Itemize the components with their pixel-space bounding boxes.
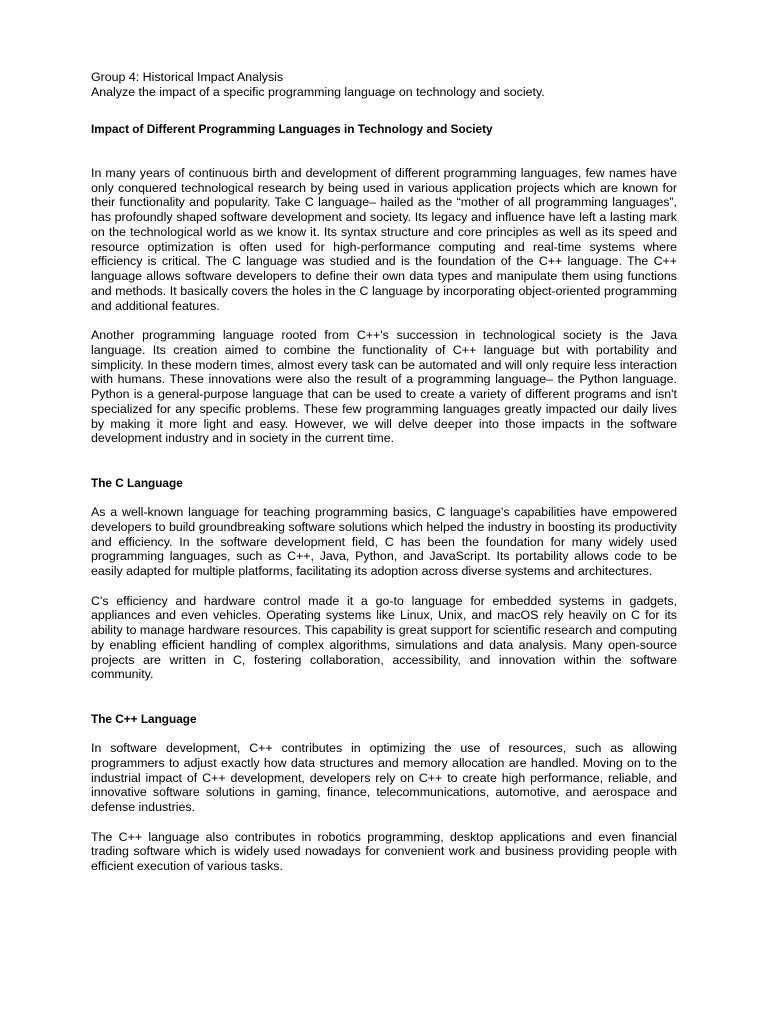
c-paragraph-2: C's efficiency and hardware control made it a go-to language for embedded systems in gadgets, appliances and even vehicles. Operating systems like Linux, Unix, and macOS rely heavily on C for its ability to manage hardware resources. This capability is great support for scientific research and computing by enabling efficient handling of complex algorithms, simulations and data analysis. Many open-source projects are written in C, fostering collaboration, accessibility, and innovation within the software community. bbox=[91, 593, 677, 682]
spacer bbox=[91, 726, 677, 741]
document-page bbox=[91, 70, 677, 874]
intro-paragraph-2: Another programming language rooted from C++'s succession in technological society is the Java language. Its creation aimed to combine the functionality of C++ language but with portability and simplicity. In these modern times, almost every task can be automated and will only require less interaction with humans. These innovations were also the result of a programming language– the Python language. Python is a general-purpose language that can be used to create a variety of different programs and isn't specialized for any specific problems. These few programming languages greatly impacted our daily lives by making it more light and easy. However, we will delve deeper into those impacts in the software development industry and in society in the current time. bbox=[91, 328, 677, 446]
spacer bbox=[91, 100, 677, 122]
spacer bbox=[91, 313, 677, 328]
spacer bbox=[91, 136, 677, 166]
spacer bbox=[91, 579, 677, 594]
c-paragraph-1: As a well-known language for teaching programming basics, C language's capabilities have empowered developers to build groundbreaking software solutions which helped the industry in boosting its productivity and efficiency. In the software development field, C has been the foundation for many widely used programming languages, such as C++, Java, Python, and JavaScript. Its portability allows code to be easily adapted for multiple platforms, facilitating its adoption across diverse systems and architectures. bbox=[91, 505, 677, 578]
intro-paragraph-1: In many years of continuous birth and development of different programming languages, few names have only conquered technological research by being used in various application projects which are known for their functionality and popularity. Take C language– hailed as the “mother of all programming languages”, has profoundly shaped software development and society. Its legacy and influence have left a lasting mark on the technological world as we know it. Its syntax structure and core principles as well as its speed and resource optimization is often used for high-performance computing and real-time systems where efficiency is critical. The C language was studied and is the foundation of the C++ language. The C++ language allows software developers to define their own data types and manipulate them using functions and methods. It basically covers the holes in the C language by incorporating object-oriented programming and additional features. bbox=[91, 165, 677, 313]
spacer bbox=[91, 446, 677, 476]
document-title: Impact of Different Programming Languages in Technology and Society bbox=[91, 121, 493, 136]
spacer bbox=[91, 490, 677, 505]
spacer bbox=[91, 815, 677, 830]
cpp-paragraph-1: In software development, C++ contributes in optimizing the use of resources, such as allowing programmers to adjust exactly how data structures and memory allocation are handled. Moving on to the industrial impact of C++ development, developers rely on C++ to create high performance, reliable, and innovative software solutions in gaming, finance, telecommunications, automotive, and aerospace and defense industries. bbox=[91, 741, 677, 814]
spacer bbox=[91, 682, 677, 712]
section-heading-cpp: The C++ Language bbox=[91, 711, 197, 726]
section-heading-c: The C Language bbox=[91, 475, 183, 490]
assignment-instruction: Analyze the impact of a specific programming language on technology and society. bbox=[91, 84, 545, 99]
group-line: Group 4: Historical Impact Analysis bbox=[91, 70, 284, 84]
cpp-paragraph-2: The C++ language also contributes in robotics programming, desktop applications and even financial trading software which is widely used nowadays for convenient work and business providing people with efficient execution of various tasks. bbox=[91, 829, 677, 873]
